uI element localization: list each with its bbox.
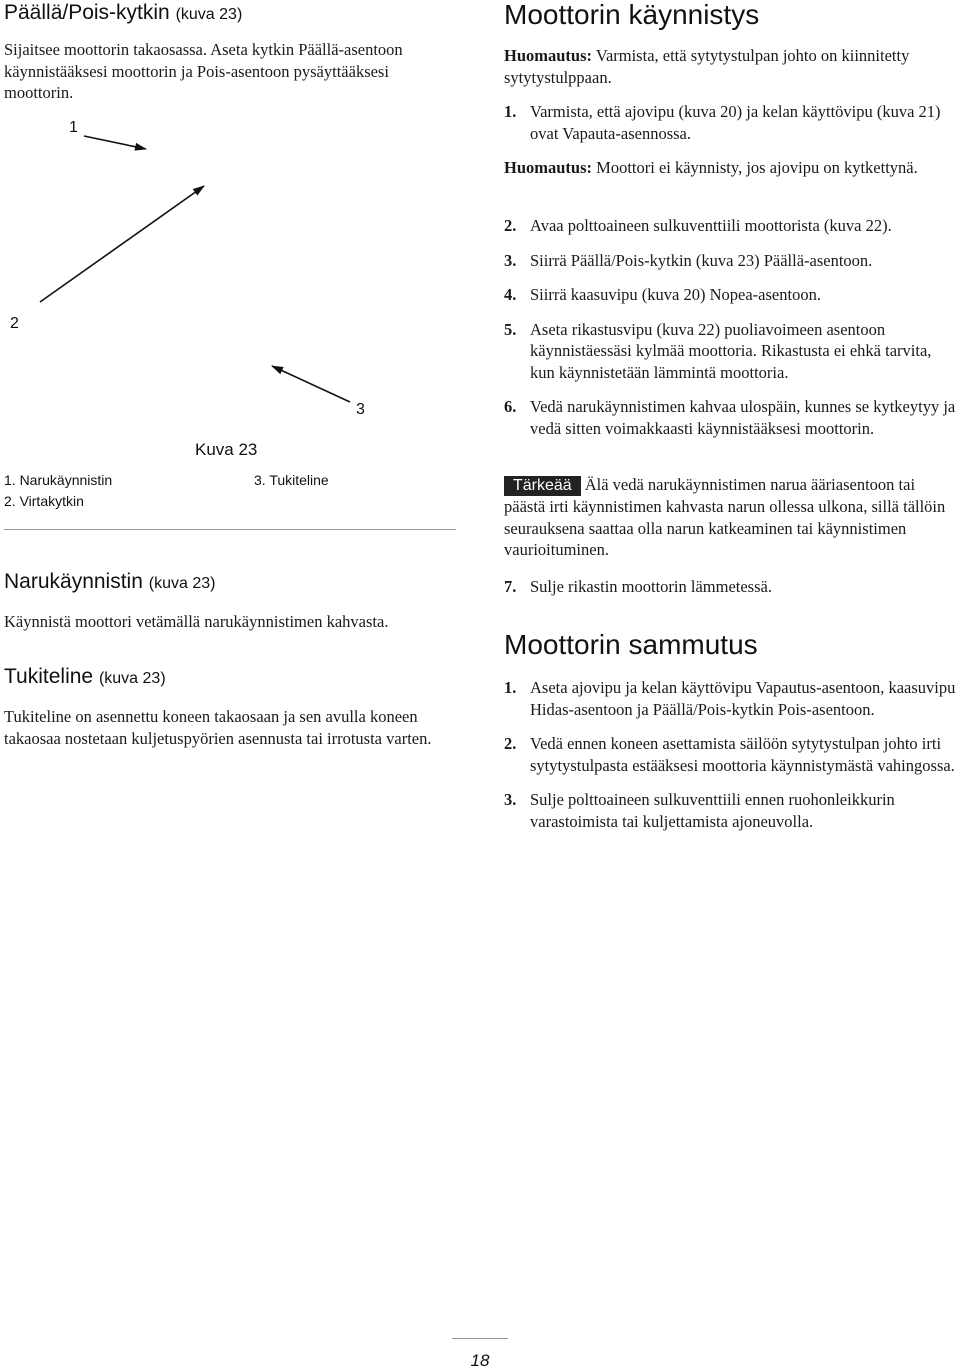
step-number: 1. bbox=[504, 102, 517, 121]
stop-step bbox=[504, 733, 956, 776]
start-step bbox=[504, 250, 956, 272]
step-number: 3. bbox=[504, 790, 517, 809]
page-footer bbox=[452, 1338, 508, 1371]
start-step bbox=[504, 215, 956, 237]
note-drive-lever bbox=[504, 157, 956, 179]
stop-step bbox=[504, 677, 956, 720]
step-number: 3. bbox=[504, 250, 517, 270]
stop-step bbox=[504, 789, 956, 832]
step-text: Aseta rikastusvipu (kuva 22) puoliavoimeen asentoon käynnistäessäsi kylmää moottoria. Rikastusta ei ehkä tarvita, kun käynnistetään lämmintä moottoria. bbox=[530, 319, 932, 382]
figure-23-illustration bbox=[4, 110, 456, 530]
figure-legend bbox=[4, 470, 112, 512]
important-badge: Tärkeää bbox=[504, 476, 581, 496]
callout-3: 3 bbox=[356, 401, 365, 418]
step-number: 7. bbox=[504, 577, 517, 596]
leader-line-2 bbox=[40, 186, 204, 302]
legend-item-1: 1. Narukäynnistin bbox=[4, 472, 113, 488]
step-text: Sulje polttoaineen sulkuventtiili ennen ruohonleikkurin varastoimista tai kuljettamista ajoneuvolla. bbox=[530, 790, 895, 831]
switch-section bbox=[4, 0, 456, 104]
step-text: Aseta ajovipu ja kelan käyttövipu Vapautus-asentoon, kaasuvipu Hidas-asentoon ja Päällä/Pois-kytkin Pois-asentoon. bbox=[530, 678, 956, 719]
step-number: 2. bbox=[504, 216, 517, 235]
step-text: Sulje rikastin moottorin lämmetessä. bbox=[530, 577, 772, 596]
legend-item-3: 3. Tukiteline bbox=[254, 472, 329, 488]
start-step bbox=[504, 319, 956, 384]
note-label: Huomautus: bbox=[504, 158, 593, 177]
start-step bbox=[504, 396, 956, 439]
figure-caption: Kuva 23 bbox=[195, 440, 258, 459]
recoil-section bbox=[4, 569, 456, 633]
switch-description: Sijaitsee moottorin takaosassa. Aseta kytkin Päällä-asentoon käynnistääksesi moottorin ja Pois-asentoon pysäyttääksesi moottorin. bbox=[4, 40, 403, 102]
switch-heading-ref: (kuva 23) bbox=[175, 6, 243, 23]
recoil-heading-ref: (kuva 23) bbox=[148, 575, 216, 592]
start-step-1 bbox=[504, 101, 956, 144]
step-number: 5. bbox=[504, 319, 517, 339]
stop-steps bbox=[504, 677, 956, 832]
recoil-heading bbox=[4, 569, 456, 597]
step-number: 4. bbox=[504, 285, 517, 304]
step-text: Vedä ennen koneen asettamista säilöön sytytystulpan johto irti sytytystulpasta estääksesi moottoria käynnistymästä vahingossa. bbox=[530, 734, 955, 775]
stop-heading: Moottorin sammutus bbox=[504, 629, 758, 660]
step-text: Avaa polttoaineen sulkuventtiili moottorista (kuva 22). bbox=[530, 216, 892, 235]
stand-section bbox=[4, 664, 456, 749]
note-spark-plug bbox=[504, 45, 956, 88]
start-heading: Moottorin käynnistys bbox=[504, 0, 760, 30]
switch-heading-title: Päällä/Pois-kytkin bbox=[4, 1, 170, 24]
legend-item-2: 2. Virtakytkin bbox=[4, 493, 84, 509]
important-text: Älä vedä narukäynnistimen narua ääriasentoon tai päästä irti käynnistimen kahvasta narun ollessa ulkona, sillä tällöin seurauksena saattaa olla narun katkeaminen tai käynnistimen vaurioituminen. bbox=[504, 475, 946, 559]
switch-heading bbox=[4, 0, 456, 28]
figure-legend-col2 bbox=[254, 470, 329, 491]
footer-rule bbox=[452, 1338, 508, 1339]
step-number: 6. bbox=[504, 397, 517, 416]
step-number: 1. bbox=[504, 678, 517, 697]
callout-2: 2 bbox=[10, 315, 19, 332]
note-text: Moottori ei käynnisty, jos ajovipu on kytkettynä. bbox=[596, 158, 918, 177]
stand-heading-title: Tukiteline bbox=[4, 665, 94, 688]
stand-heading bbox=[4, 664, 456, 692]
recoil-heading-title: Narukäynnistin bbox=[4, 570, 143, 593]
stand-description: Tukiteline on asennettu koneen takaosaan ja sen avulla koneen takaosaa nostetaan kuljetuspyörien asennusta tai irrotusta varten. bbox=[4, 707, 432, 748]
start-step bbox=[504, 284, 956, 306]
step-text: Vedä narukäynnistimen kahvaa ulospäin, kunnes se kytkeytyy ja vedä sitten voimakkaasti käynnistääksesi moottorin. bbox=[530, 397, 956, 438]
leader-line-1 bbox=[84, 136, 146, 149]
recoil-description: Käynnistä moottori vetämällä narukäynnistimen kahvasta. bbox=[4, 612, 389, 631]
page-number: 18 bbox=[470, 1351, 490, 1370]
callout-1: 1 bbox=[69, 119, 78, 136]
step-text: Siirrä Päällä/Pois-kytkin (kuva 23) Päällä-asentoon. bbox=[530, 250, 873, 270]
note-label: Huomautus: bbox=[504, 46, 593, 65]
start-steps-2-6 bbox=[504, 215, 956, 439]
figure-divider bbox=[4, 529, 456, 530]
note-text: Varmista, että sytytystulpan johto on kiinnitetty sytytystulppaan. bbox=[504, 46, 910, 87]
leader-line-3 bbox=[272, 366, 350, 402]
step-text: Varmista, että ajovipu (kuva 20) ja kelan käyttövipu (kuva 21) ovat Vapauta-asennossa. bbox=[530, 102, 941, 143]
important-notice bbox=[504, 474, 956, 561]
figure-23 bbox=[4, 110, 456, 530]
step-text: Siirrä kaasuvipu (kuva 20) Nopea-asentoon. bbox=[530, 285, 821, 304]
start-step-7 bbox=[504, 576, 956, 598]
step-number: 2. bbox=[504, 734, 517, 753]
stand-heading-ref: (kuva 23) bbox=[98, 670, 166, 687]
